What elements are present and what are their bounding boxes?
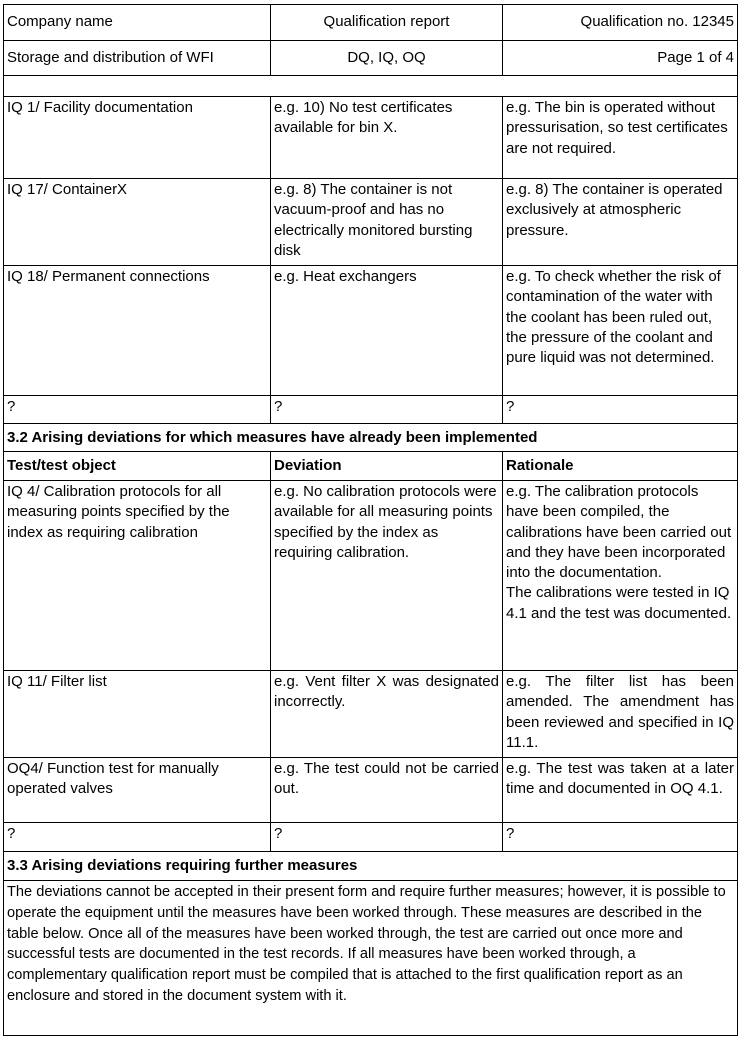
section-3-3-text: The deviations cannot be accepted in their present form and require further measures; however, it is possible to operate the equipment until the measures have been worked through. These measures are described in the table below. Once all of the measures have been worked through, the test are carried out once more and successful tests are documented in the test records. If all measures have been worked through, a complementary qualification report must be compiled that is attached to the first qualification report as an enclosure and stored in the document system with it.: [4, 881, 738, 1036]
deviation: ?: [271, 396, 503, 424]
table-row: [4, 758, 738, 823]
section-heading-row: [4, 852, 738, 881]
rationale: e.g. The test was taken at a later time and documented in OQ 4.1.: [503, 758, 738, 823]
test-object: OQ4/ Function test for manually operated valves: [4, 758, 271, 823]
test-object: ?: [4, 823, 271, 852]
table-row: [4, 266, 738, 396]
test-object: IQ 11/ Filter list: [4, 671, 271, 758]
report-title: Qualification report: [271, 5, 503, 41]
deviation: ?: [271, 823, 503, 852]
rationale: e.g. The filter list has been amended. The amendment has been reviewed and specified in IQ 11.1.: [503, 671, 738, 758]
qualification-report-table: [3, 4, 738, 1036]
rationale-text: e.g. The calibration protocols have been compiled, the calibrations have been carried out and they have been incorporated into the documentation.: [506, 483, 732, 582]
test-object: IQ 18/ Permanent connections: [4, 266, 271, 396]
rationale: e.g. 8) The container is operated exclusively at atmospheric pressure.: [503, 179, 738, 266]
table-row: [4, 396, 738, 424]
table-row: [4, 481, 738, 671]
section-3-2-title: 3.2 Arising deviations for which measures have already been implemented: [4, 424, 738, 452]
test-object: IQ 4/ Calibration protocols for all measuring points specified by the index as requiring calibration: [4, 481, 271, 671]
section-heading-row: [4, 424, 738, 452]
rationale: e.g. To check whether the risk of contamination of the water with the coolant has been ruled out, the pressure of the coolant and pure liquid was not determined.: [503, 266, 738, 396]
test-object: IQ 1/ Facility documentation: [4, 97, 271, 179]
qualification-number: Qualification no. 12345: [503, 5, 738, 41]
deviation: e.g. 8) The container is not vacuum-proof and has no electrically monitored bursting disk: [271, 179, 503, 266]
rationale-text-2: The calibrations were tested in IQ 4.1 and the test was documented.: [506, 584, 732, 622]
column-header-rationale: Rationale: [503, 452, 738, 481]
rationale: e.g. The bin is operated without pressurisation, so test certificates are not required.: [503, 97, 738, 179]
deviation: e.g. Vent filter X was designated incorrectly.: [271, 671, 503, 758]
rationale: [503, 481, 738, 671]
header-row-2: [4, 41, 738, 76]
subject: Storage and distribution of WFI: [4, 41, 271, 76]
rationale: ?: [503, 396, 738, 424]
column-header-deviation: Deviation: [271, 452, 503, 481]
rationale: ?: [503, 823, 738, 852]
section-3-3-title: 3.3 Arising deviations requiring further measures: [4, 852, 738, 881]
paragraph-row: [4, 881, 738, 1036]
table-row: [4, 671, 738, 758]
column-header-test: Test/test object: [4, 452, 271, 481]
column-header-row: [4, 452, 738, 481]
company-name: Company name: [4, 5, 271, 41]
spacer-row: [4, 76, 738, 97]
deviation: e.g. Heat exchangers: [271, 266, 503, 396]
deviation: e.g. 10) No test certificates available for bin X.: [271, 97, 503, 179]
table-row: [4, 179, 738, 266]
header-row-1: [4, 5, 738, 41]
page-number: Page 1 of 4: [503, 41, 738, 76]
table-row: [4, 97, 738, 179]
test-object: ?: [4, 396, 271, 424]
test-object: IQ 17/ ContainerX: [4, 179, 271, 266]
deviation: e.g. The test could not be carried out.: [271, 758, 503, 823]
table-row: [4, 823, 738, 852]
deviation: e.g. No calibration protocols were available for all measuring points specified by the index as requiring calibration.: [271, 481, 503, 671]
phases: DQ, IQ, OQ: [271, 41, 503, 76]
